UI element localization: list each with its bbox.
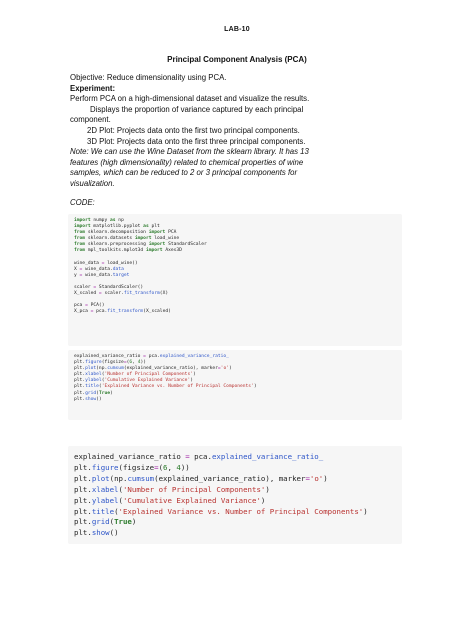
code-line: plt.show()	[74, 528, 119, 538]
experiment-line-5: 3D Plot: Projects data onto the first three principal components.	[87, 136, 306, 146]
experiment-line-3: component.	[70, 115, 111, 125]
code-line: plt.show()	[74, 396, 102, 402]
code-line: pca = PCA()	[74, 303, 105, 309]
code-line: scaler = StandardScaler()	[74, 285, 144, 291]
code-line: explained_variance_ratio = pca.explained_variance_ratio_	[74, 354, 229, 359]
code-line: from sklearn.decomposition import PCA	[74, 230, 177, 236]
code-line: plt.xlabel('Number of Principal Components')	[74, 484, 270, 494]
code-line: from sklearn.preprocessing import StandardScaler	[74, 242, 207, 248]
code-line: X_pca = pca.fit_transform(X_scaled)	[74, 309, 171, 315]
note-line-1: Note: We can use the Wine Dataset from the sklearn library. It has 13	[70, 147, 309, 157]
page-title: Principal Component Analysis (PCA)	[167, 55, 307, 64]
code-line: plt.figure(figsize=(6, 4))	[74, 360, 147, 366]
code-line: plt.ylabel('Cumulative Explained Variance')	[74, 495, 266, 505]
code-block-plot-small	[68, 350, 402, 420]
code-line: X = wine_data.data	[74, 266, 124, 272]
note-line-2: features (high dimensionality) related to chemical properties of wine	[70, 157, 304, 167]
code-line: X_scaled = scaler.fit_transform(X)	[74, 291, 169, 297]
experiment-line-4: 2D Plot: Projects data onto the first two principal components.	[87, 125, 300, 135]
code-line: plt.grid(True)	[74, 517, 137, 527]
code-line: plt.title('Explained Variance vs. Number of Principal Components')	[74, 384, 257, 390]
code-line: plt.figure(figsize=(6, 4))	[74, 462, 190, 472]
experiment-line-2: Displays the proportion of variance captured by each principal	[90, 104, 304, 114]
code-block-imports	[68, 214, 402, 346]
note-line-3: samples, which can be reduced to 2 or 3 principal components for	[70, 168, 298, 178]
code-line: explained_variance_ratio = pca.explained_variance_ratio_	[74, 452, 324, 461]
code-line: wine_data = load_wine()	[74, 260, 138, 266]
code-block-plot-large	[68, 446, 402, 544]
code-line: plt.plot(np.cumsum(explained_variance_ratio), marker='o')	[74, 473, 328, 483]
experiment-line-1: Perform PCA on a high-dimensional dataset and visualize the results.	[70, 94, 310, 104]
code-line: import numpy as np	[74, 218, 124, 223]
code-line: plt.plot(np.cumsum(explained_variance_ratio), marker='o')	[74, 366, 232, 372]
lab-number: LAB-10	[224, 26, 250, 33]
intro-section	[70, 73, 410, 190]
code-line: y = wine_data.target	[74, 272, 130, 278]
code-line: plt.title('Explained Variance vs. Number of Principal Components')	[74, 506, 368, 516]
code-line: plt.ylabel('Cumulative Explained Variance')	[74, 378, 193, 384]
code-label: CODE:	[70, 198, 95, 207]
code-line: import matplotlib.pyplot as plt	[74, 224, 160, 230]
note-line-4: visualization.	[70, 178, 115, 188]
experiment-heading: Experiment:	[70, 83, 116, 93]
code-line: plt.grid(True)	[74, 390, 113, 396]
code-line: plt.xlabel('Number of Principal Components')	[74, 372, 196, 378]
code-line: from mpl_toolkits.mplot3d import Axes3D	[74, 248, 182, 254]
code-line: from sklearn.datasets import load_wine	[74, 236, 180, 242]
objective-line: Objective: Reduce dimensionality using PCA.	[70, 73, 227, 82]
